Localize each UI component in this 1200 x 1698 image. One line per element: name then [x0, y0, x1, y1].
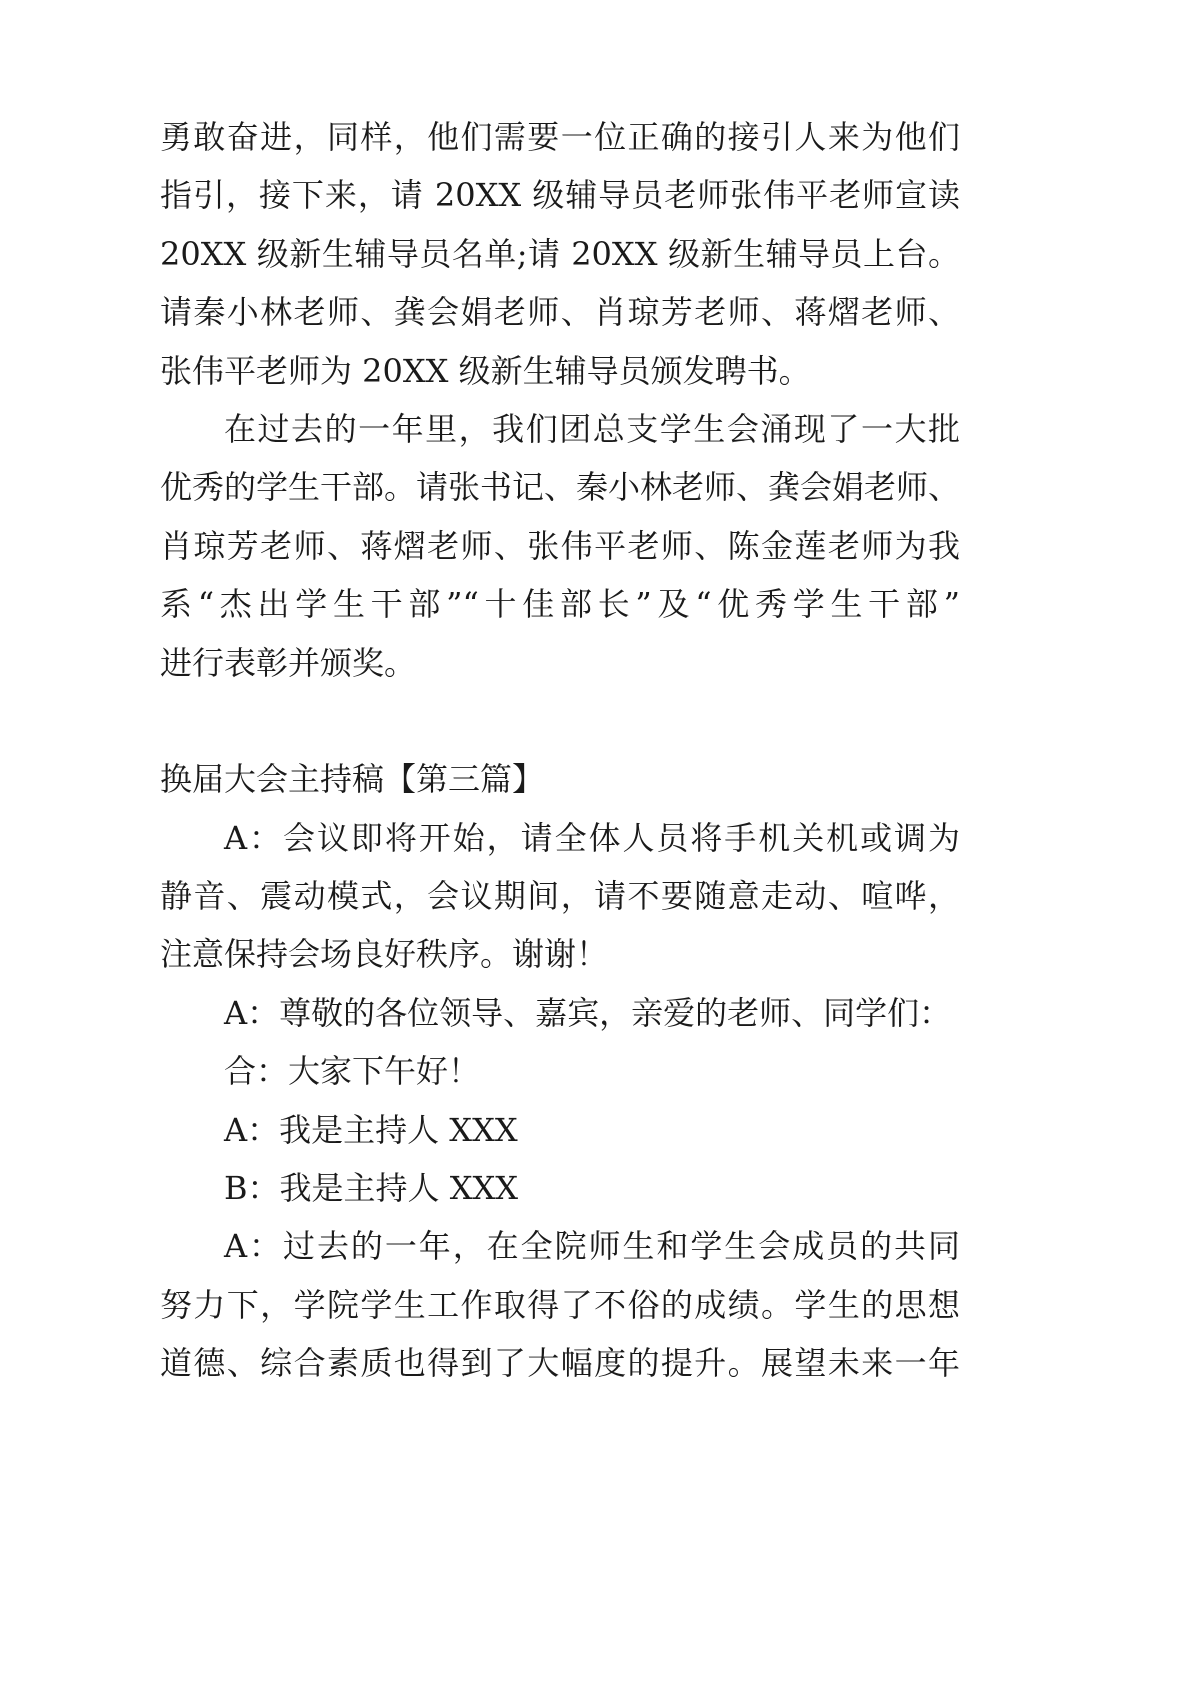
dialogue-line: A：尊敬的各位领导、嘉宾，亲爱的老师、同学们：	[224, 993, 952, 1032]
text-line: 肖琼芳老师、蒋熠老师、张伟平老师、陈金莲老师为我	[160, 526, 960, 565]
text-line: 进行表彰并颁奖。	[160, 643, 417, 682]
text-line: 注意保持会场良好秩序。谢谢！	[160, 935, 609, 974]
text-line: 勇敢奋进，同样，他们需要一位正确的接引人来为他们	[160, 118, 960, 156]
text-line: A：会议即将开始，请全体人员将手机关机或调为	[224, 818, 960, 857]
dialogue-line: A：我是主持人 XXX	[224, 1110, 518, 1149]
paragraph-2	[160, 400, 960, 692]
section-heading: 换届大会主持稿【第三篇】	[160, 760, 545, 799]
text-line: 张伟平老师为 20XX 级新生辅导员颁发聘书。	[160, 351, 811, 390]
text-line: 20XX 级新生辅导员名单;请 20XX 级新生辅导员上台。	[160, 234, 960, 273]
text-line: 指引，接下来，请 20XX 级辅导员老师张伟平老师宣读	[160, 176, 960, 215]
text-line: 静音、震动模式，会议期间，请不要随意走动、喧哗，	[160, 877, 960, 916]
dialogue-line: B：我是主持人 XXX	[224, 1169, 519, 1208]
text-line: 请秦小林老师、龚会娟老师、肖琼芳老师、蒋熠老师、	[160, 293, 960, 332]
paragraph-4	[160, 1217, 960, 1392]
text-line: 道德、综合素质也得到了大幅度的提升。展望未来一年	[160, 1344, 960, 1383]
text-line: 优秀的学生干部。请张书记、秦小林老师、龚会娟老师、	[160, 468, 961, 507]
dialogue-lines	[160, 984, 960, 1218]
dialogue-line: 合：大家下午好！	[224, 1052, 481, 1091]
blank-line	[160, 692, 960, 750]
text-line: 在过去的一年里，我们团总支学生会涌现了一大批	[224, 409, 960, 448]
text-line: 努力下，学院学生工作取得了不俗的成绩。学生的思想	[160, 1285, 960, 1324]
text-line: A：过去的一年，在全院师生和学生会成员的共同	[224, 1227, 960, 1266]
text-line: 系“杰出学生干部”“十佳部长”及“优秀学生干部”	[160, 585, 960, 624]
document-body	[160, 108, 960, 1393]
paragraph-1	[160, 108, 960, 400]
paragraph-3	[160, 809, 960, 984]
